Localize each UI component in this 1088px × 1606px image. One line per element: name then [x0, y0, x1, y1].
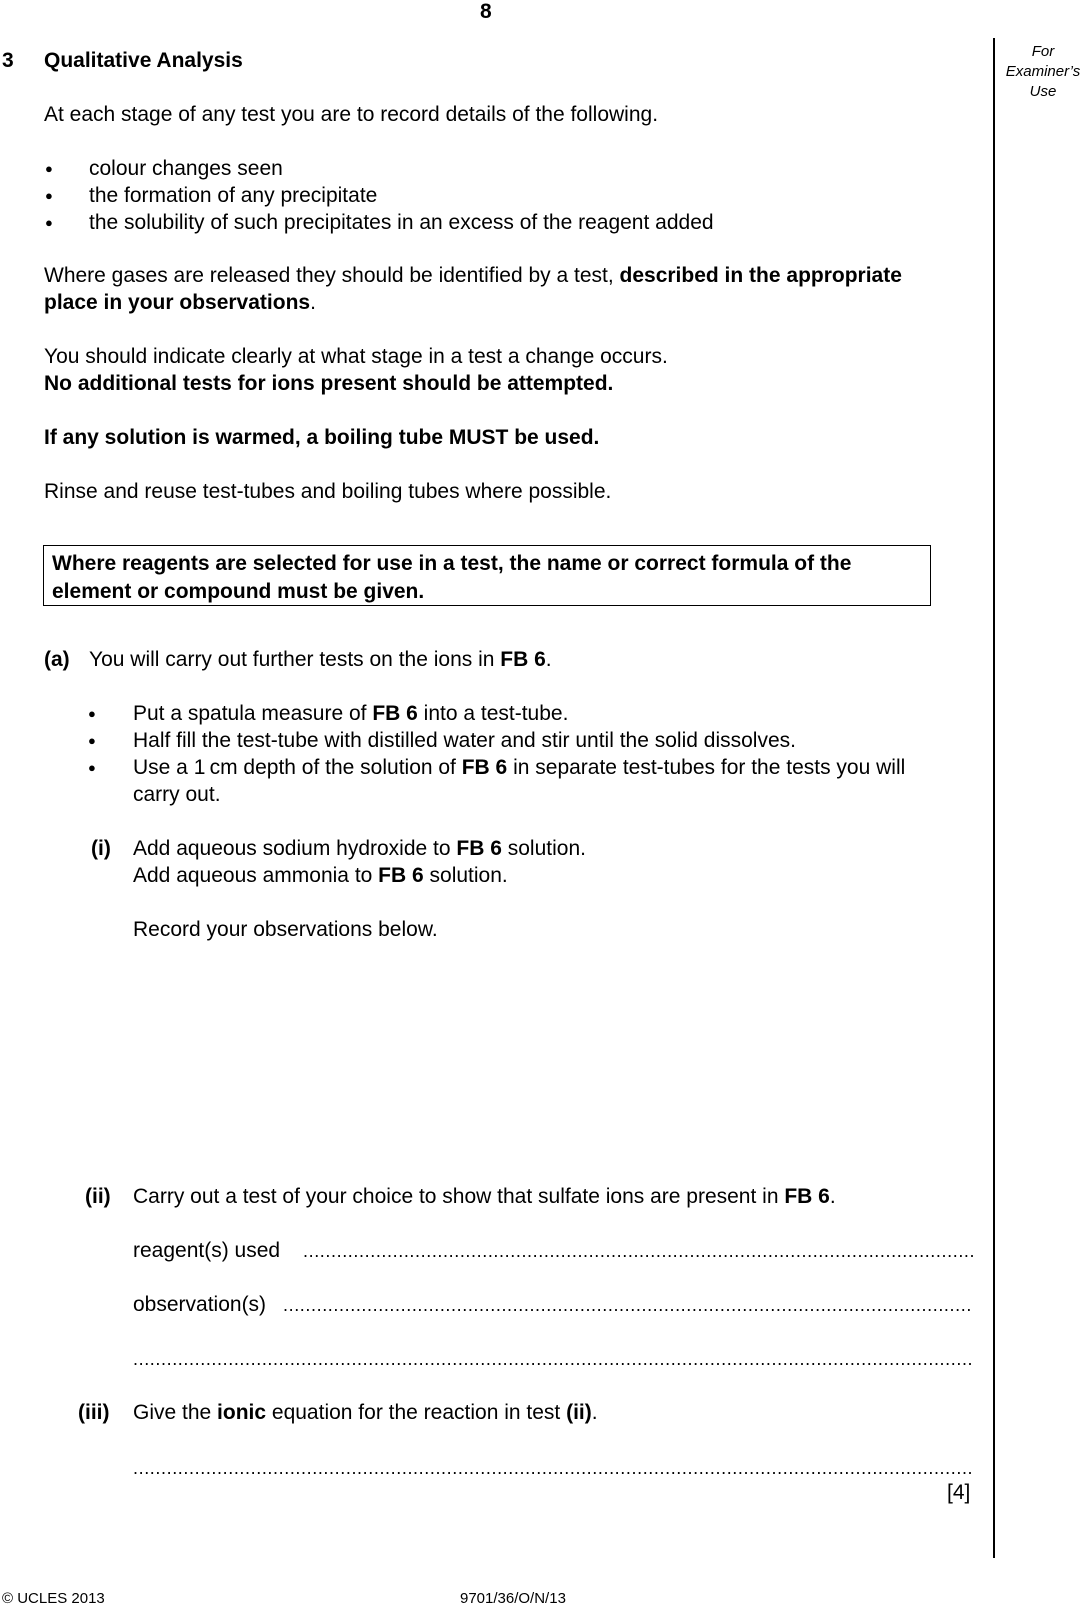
part-iii-label: (iii)	[78, 1401, 110, 1424]
part-i-label: (i)	[91, 837, 111, 860]
part-ii-label: (ii)	[85, 1185, 111, 1208]
bullet-icon: ●	[88, 760, 96, 775]
footer-paper-code: 9701/36/O/N/13	[460, 1590, 566, 1606]
list-item: Use a 1 cm depth of the solution of FB 6 in separate test-tubes for the tests you will	[133, 756, 906, 779]
boiling-tube-warning: If any solution is warmed, a boiling tube MUST be used.	[44, 426, 600, 449]
question-number: 3	[2, 49, 14, 72]
reagent-used-label: reagent(s) used	[133, 1239, 281, 1262]
part-i-record-instruction: Record your observations below.	[133, 918, 438, 941]
ionic-equation-answer-line[interactable]	[133, 1458, 973, 1478]
observation-label: observation(s)	[133, 1293, 267, 1316]
part-ii-question: Carry out a test of your choice to show that sulfate ions are present in FB 6.	[133, 1185, 836, 1208]
part-i-line1: Add aqueous sodium hydroxide to FB 6 solution.	[133, 837, 586, 860]
list-item: Half fill the test-tube with distilled water and stir until the solid dissolves.	[133, 729, 796, 752]
part-iii-question: Give the ionic equation for the reaction in test (ii).	[133, 1401, 598, 1424]
marks-allocation: [4]	[947, 1481, 971, 1504]
footer-copyright: © UCLES 2013	[2, 1590, 105, 1606]
list-item: the solubility of such precipitates in an excess of the reagent added	[89, 211, 714, 234]
list-item: colour changes seen	[89, 157, 283, 180]
rinse-instruction: Rinse and reuse test-tubes and boiling tubes where possible.	[44, 480, 612, 503]
bullet-icon: ●	[45, 188, 53, 203]
page-number: 8	[480, 0, 492, 23]
gases-instruction-line1: Where gases are released they should be identified by a test, described in the appropriate	[44, 264, 902, 287]
notice-line: Where reagents are selected for use in a test, the name or correct formula of the	[52, 552, 852, 575]
instructions-intro: At each stage of any test you are to record details of the following.	[44, 103, 659, 126]
no-additional-tests-warning: No additional tests for ions present should be attempted.	[44, 372, 614, 395]
part-a-label: (a)	[44, 648, 70, 671]
for-examiners-use-label: For Examiner’s Use	[1005, 43, 1081, 100]
observation-answer-line-2[interactable]	[133, 1349, 973, 1369]
list-item-continuation: carry out.	[133, 783, 221, 806]
observations-answer-area[interactable]	[133, 950, 973, 1180]
question-title: Qualitative Analysis	[44, 49, 243, 72]
examiner-margin-rule	[993, 38, 995, 1558]
bullet-icon: ●	[45, 215, 53, 230]
bullet-icon: ●	[88, 706, 96, 721]
bullet-icon: ●	[45, 161, 53, 176]
reagent-notice-box	[43, 545, 931, 606]
reagent-answer-line[interactable]	[303, 1241, 973, 1261]
list-item: the formation of any precipitate	[89, 184, 378, 207]
part-i-line2: Add aqueous ammonia to FB 6 solution.	[133, 864, 508, 887]
observation-answer-line[interactable]	[283, 1295, 973, 1315]
part-a-intro: You will carry out further tests on the ions in FB 6.	[89, 648, 552, 671]
gases-instruction-line2: place in your observations.	[44, 291, 316, 314]
indicate-stage-instruction: You should indicate clearly at what stage in a test a change occurs.	[44, 345, 668, 368]
bullet-icon: ●	[88, 733, 96, 748]
list-item: Put a spatula measure of FB 6 into a test-tube.	[133, 702, 569, 725]
notice-line: element or compound must be given.	[52, 580, 425, 603]
